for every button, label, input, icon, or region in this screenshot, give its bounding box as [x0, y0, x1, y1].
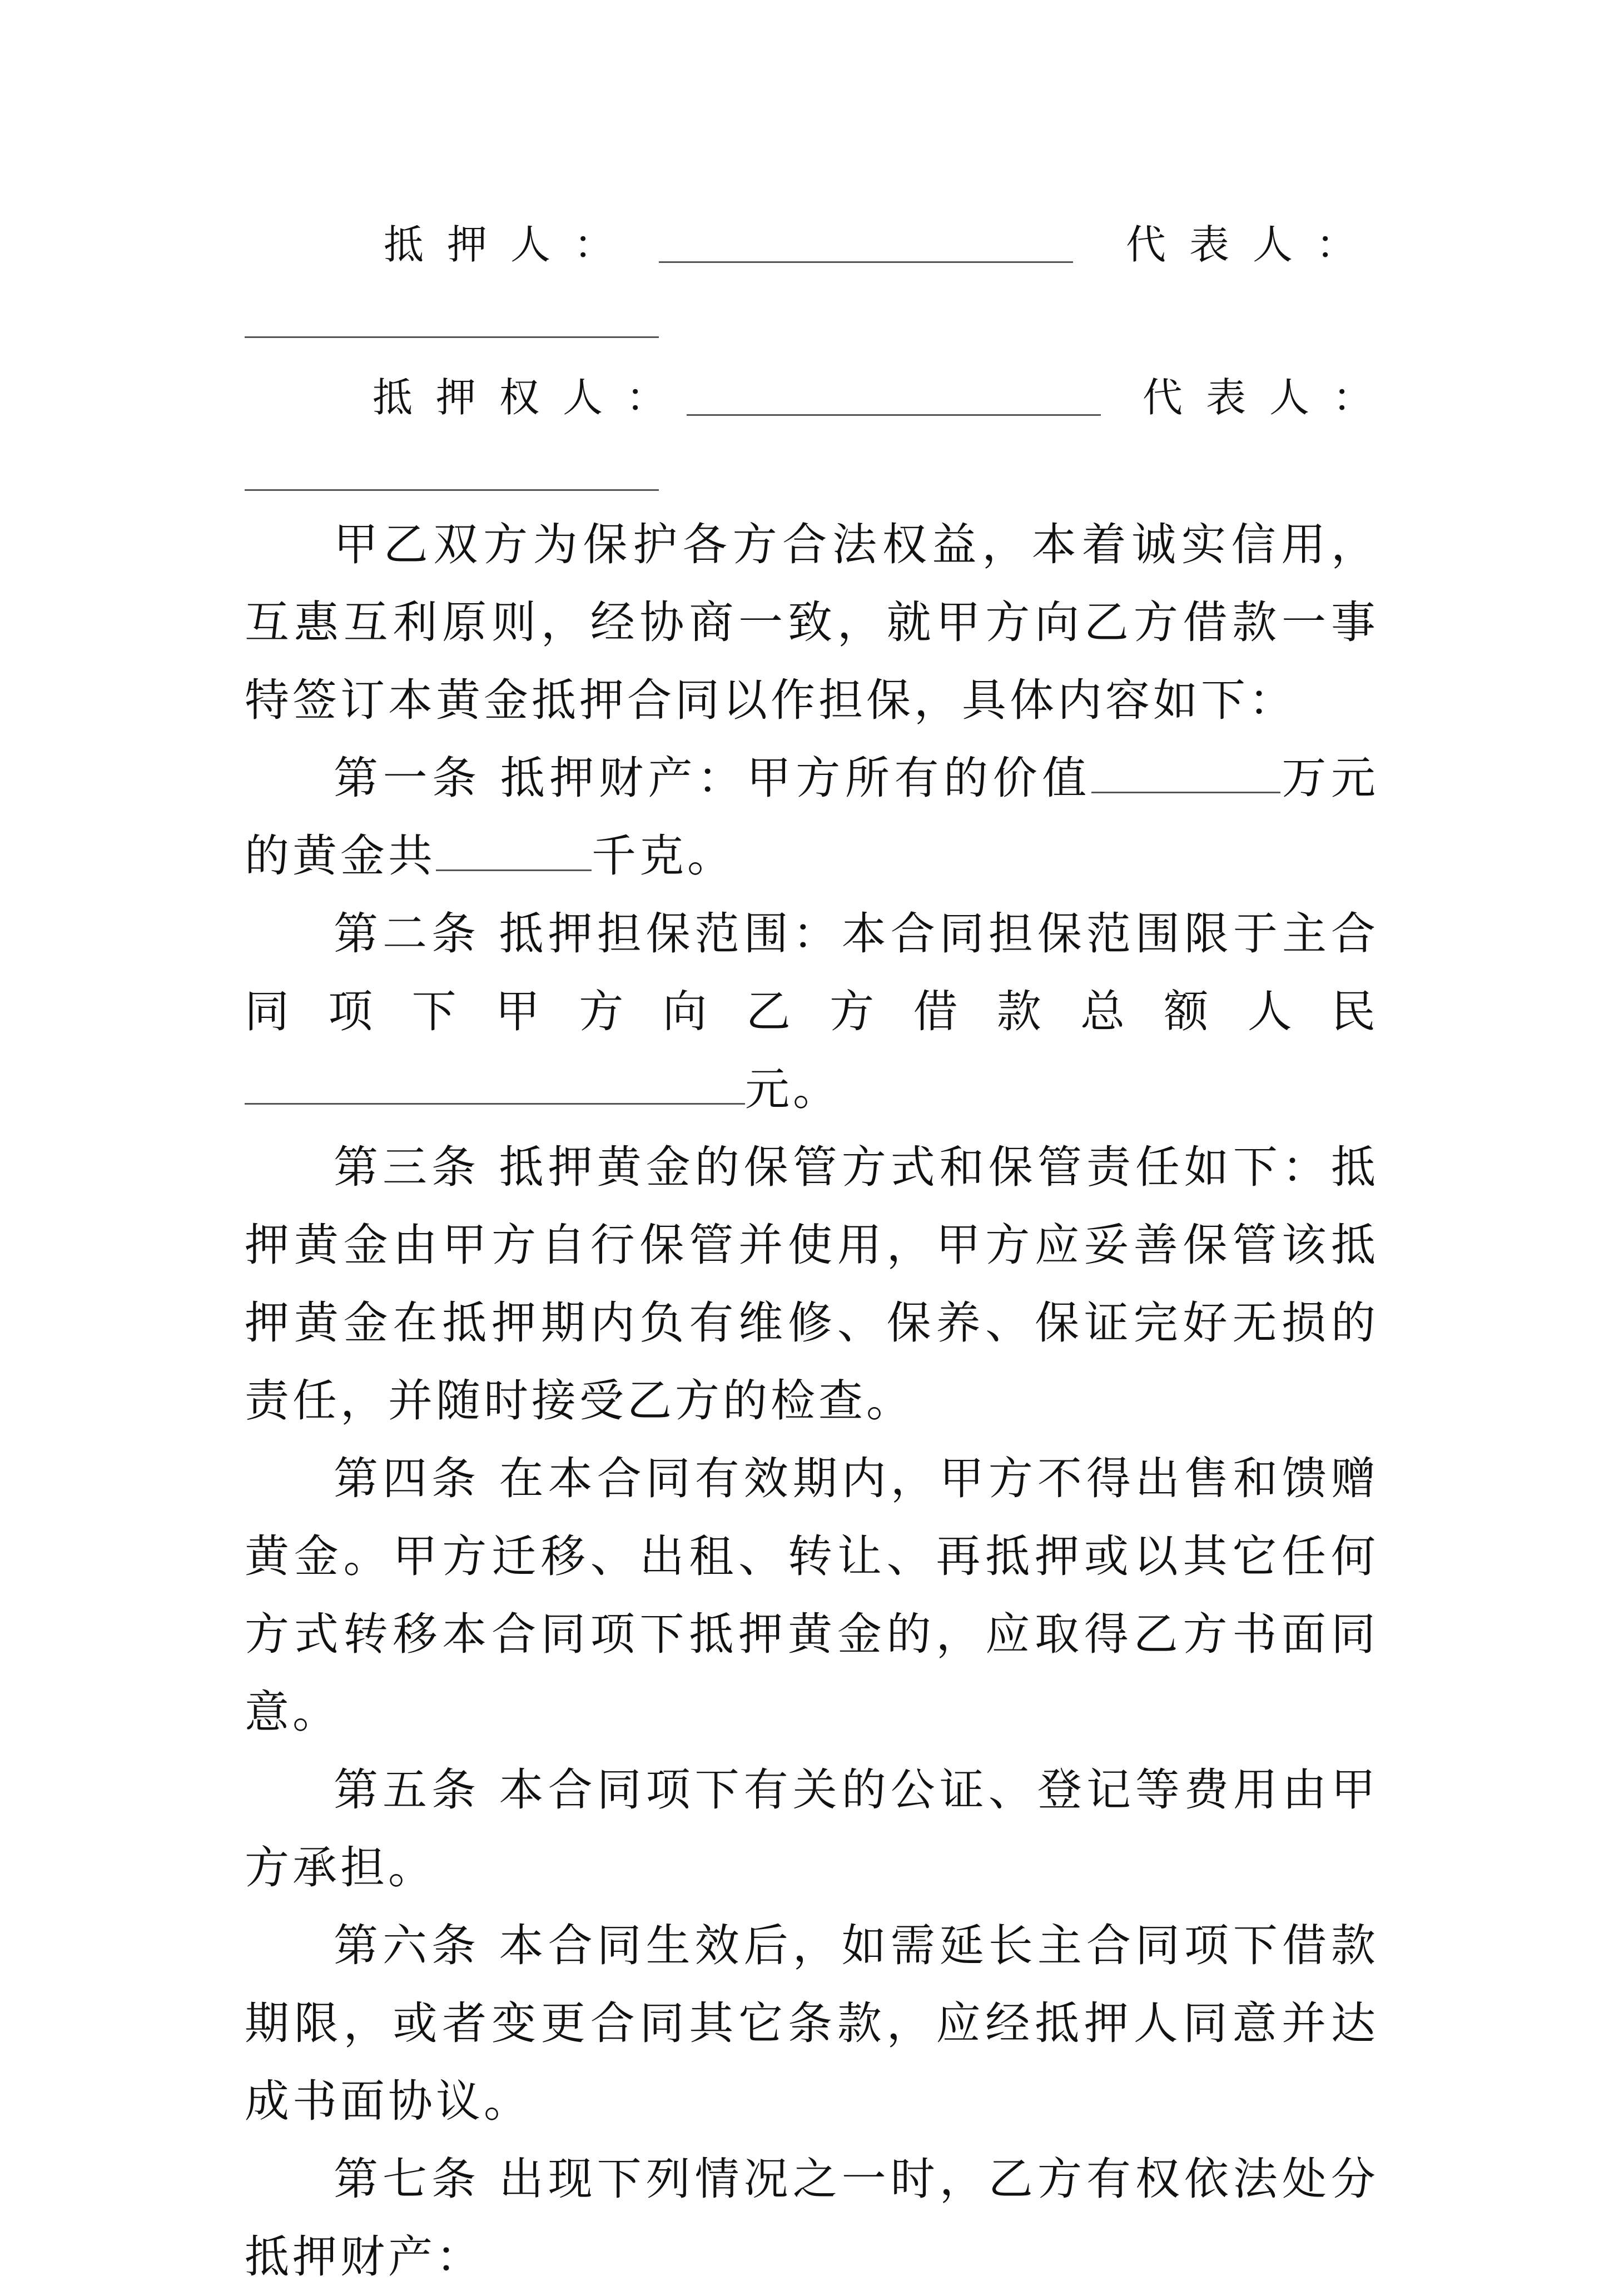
mortgagor-signature-line[interactable] [659, 261, 1073, 263]
mortgagor-representative-label: 代表人： [1126, 221, 1380, 268]
article-2-text-b: 元。 [745, 1063, 841, 1115]
mortgagee-signature-row [245, 364, 1397, 431]
article-4-paragraph: 第四条 在本合同有效期内，甲方不得出售和馈赠黄金。甲方迁移、出租、转让、再抵押或以其它任何方式转移本合同项下抵押黄金的，应取得乙方书面同意。 [245, 1453, 1379, 1738]
intro-paragraph: 甲乙双方为保护各方合法权益，本着诚实信用，互惠互利原则，经协商一致，就甲方向乙方借款一事特签订本黄金抵押合同以作担保，具体内容如下： [245, 519, 1379, 726]
article-3-paragraph: 第三条 抵押黄金的保管方式和保管责任如下：抵押黄金由甲方自行保管并使用，甲方应妥善保管该抵押黄金在抵押期内负有维修、保养、保证完好无损的责任，并随时接受乙方的检查。 [245, 1141, 1379, 1427]
article-1-text-a: 第一条 抵押财产：甲方所有的价值 [334, 752, 1091, 804]
article-1-paragraph [245, 739, 1379, 895]
mortgagor-representative-line[interactable] [245, 336, 659, 338]
mortgagee-label: 抵押权人： [373, 374, 690, 421]
gold-value-blank[interactable] [1091, 753, 1280, 793]
loan-amount-blank[interactable] [245, 1064, 745, 1105]
mortgagor-label: 抵押人： [384, 221, 638, 268]
mortgagee-representative-label: 代表人： [1143, 374, 1397, 421]
article-1-text-c: 千克。 [592, 830, 735, 882]
mortgagee-signature-line[interactable] [687, 414, 1101, 416]
gold-weight-blank[interactable] [436, 831, 592, 871]
article-5-paragraph: 第五条 本合同项下有关的公证、登记等费用由甲方承担。 [245, 1764, 1379, 1894]
article-6-paragraph: 第六条 本合同生效后，如需延长主合同项下借款期限，或者变更合同其它条款，应经抵押人同意并达成书面协议。 [245, 1920, 1379, 2127]
article-2-text-a: 第二条 抵押担保范围：本合同担保范围限于主合同项下甲方向乙方借款总额人民 [245, 908, 1379, 1037]
contract-body [245, 506, 1379, 2296]
article-2-paragraph [245, 895, 1379, 1129]
article-1-text-b: 万元的黄金共 [245, 752, 1379, 882]
mortgagee-representative-line[interactable] [245, 489, 659, 491]
mortgagor-signature-row [245, 211, 1379, 278]
article-7-paragraph: 第七条 出现下列情况之一时，乙方有权依法处分抵押财产： [245, 2153, 1379, 2283]
